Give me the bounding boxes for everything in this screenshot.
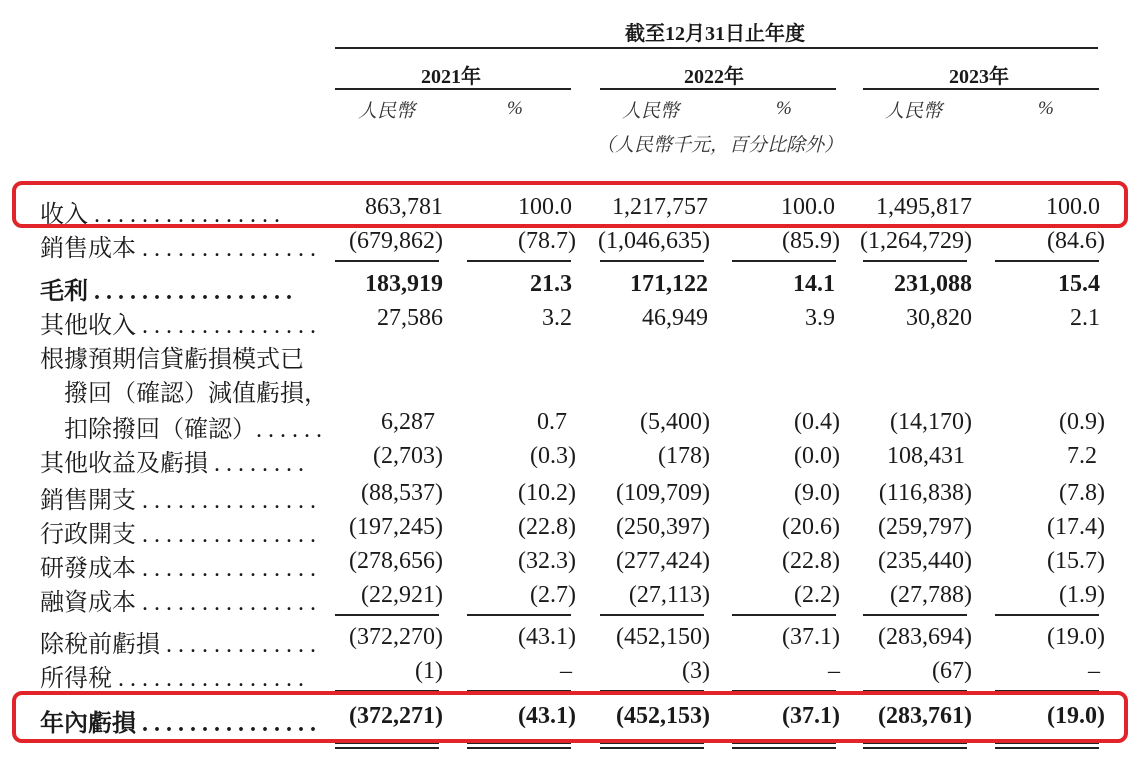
header-rule xyxy=(335,47,1098,49)
cell: (88,537) xyxy=(361,480,443,506)
subtotal-rule xyxy=(995,614,1099,616)
currency-2021: 人民幣 xyxy=(358,101,416,122)
total-rule xyxy=(732,747,836,749)
subtotal-rule xyxy=(995,260,1099,262)
row-label-ecl-2: 撥回（確認）減值虧損， xyxy=(40,381,328,407)
row-label-finance-cost: 融資成本 . . . . . . . . . . . . . . . xyxy=(40,590,316,616)
cell: 100.0 xyxy=(518,194,572,220)
row-label-rnd-cost: 研發成本 . . . . . . . . . . . . . . . xyxy=(40,556,316,582)
cell: (5,400) xyxy=(640,409,710,435)
cell: (3) xyxy=(682,658,710,684)
cell: (1) xyxy=(415,658,443,684)
percent-2022: % xyxy=(776,98,792,119)
cell: 1,495,817 xyxy=(876,194,972,220)
cell: (2,703) xyxy=(373,443,443,469)
cell: 171,122 xyxy=(630,271,708,297)
cell: (0.3) xyxy=(530,443,576,469)
cell: 108,431 xyxy=(887,443,965,469)
highlight-box-loss xyxy=(12,691,1128,743)
row-label-loss-for-year: 年內虧損 . . . . . . . . . . . . . . . xyxy=(40,711,316,737)
subtotal-rule xyxy=(600,260,704,262)
cell: (283,694) xyxy=(878,624,972,650)
cell: 27,586 xyxy=(377,305,443,331)
row-label-cost-of-sales: 銷售成本 . . . . . . . . . . . . . . . xyxy=(40,236,316,262)
row-label-income-tax: 所得稅 . . . . . . . . . . . . . . . . xyxy=(40,666,304,692)
cell: (84.6) xyxy=(1047,228,1105,254)
subtotal-rule xyxy=(732,614,836,616)
total-rule xyxy=(995,747,1099,749)
percent-2021: % xyxy=(507,98,523,119)
cell: (2.7) xyxy=(530,582,576,608)
row-label-loss-before-tax: 除稅前虧損 . . . . . . . . . . . . . xyxy=(40,632,316,658)
cell: (2.2) xyxy=(794,582,840,608)
cell: (27,788) xyxy=(890,582,972,608)
subtotal-rule xyxy=(335,260,439,262)
cell: 863,781 xyxy=(365,194,443,220)
subtotal-rule xyxy=(863,260,967,262)
cell: 15.4 xyxy=(1058,271,1100,297)
cell: (235,440) xyxy=(878,548,972,574)
cell: (178) xyxy=(658,443,710,469)
cell: (85.9) xyxy=(782,228,840,254)
cell: (372,271) xyxy=(349,703,443,729)
subtotal-rule xyxy=(600,614,704,616)
total-rule xyxy=(467,747,571,749)
cell: (14,170) xyxy=(890,409,972,435)
cell: (22.8) xyxy=(518,514,576,540)
percent-2023: % xyxy=(1038,98,1054,119)
cell: (679,862) xyxy=(349,228,443,254)
year-2022: 2022年 xyxy=(684,66,744,88)
cell: (1,264,729) xyxy=(860,228,972,254)
cell: (67) xyxy=(932,658,972,684)
cell: (277,424) xyxy=(616,548,710,574)
cell: (0.4) xyxy=(794,409,840,435)
cell: (9.0) xyxy=(794,480,840,506)
row-label-ecl-3: 扣除撥回（確認）. . . . . . xyxy=(40,417,322,443)
cell: (37.1) xyxy=(782,624,840,650)
cell: (372,270) xyxy=(349,624,443,650)
cell: 183,919 xyxy=(365,271,443,297)
cell: 100.0 xyxy=(1046,194,1100,220)
cell: (43.1) xyxy=(518,703,576,729)
row-label-other-income: 其他收入 . . . . . . . . . . . . . . . xyxy=(40,313,316,339)
cell: (452,153) xyxy=(616,703,710,729)
cell: 231,088 xyxy=(894,271,972,297)
subtotal-rule xyxy=(467,260,571,262)
total-rule xyxy=(863,747,967,749)
cell: 1,217,757 xyxy=(612,194,708,220)
cell: (250,397) xyxy=(616,514,710,540)
cell: (197,245) xyxy=(349,514,443,540)
cell: 30,820 xyxy=(906,305,972,331)
year-rule-2021 xyxy=(335,88,571,90)
cell: (37.1) xyxy=(782,703,840,729)
cell: 7.2 xyxy=(1067,443,1097,469)
cell: (32.3) xyxy=(518,548,576,574)
cell: (116,838) xyxy=(878,480,972,506)
cell: 46,949 xyxy=(642,305,708,331)
row-label-selling-exp: 銷售開支 . . . . . . . . . . . . . . . xyxy=(40,488,316,514)
cell: (10.2) xyxy=(518,480,576,506)
cell: – xyxy=(828,658,840,684)
cell: (15.7) xyxy=(1047,548,1105,574)
cell: – xyxy=(1088,658,1100,684)
row-label-revenue: 收入 . . . . . . . . . . . . . . . . xyxy=(40,202,280,228)
cell: 0.7 xyxy=(537,409,567,435)
year-rule-2023 xyxy=(863,88,1099,90)
cell: (109,709) xyxy=(616,480,710,506)
year-2023: 2023年 xyxy=(949,66,1009,88)
cell: (259,797) xyxy=(878,514,972,540)
subtotal-rule xyxy=(863,614,967,616)
cell: (19.0) xyxy=(1047,624,1105,650)
cell: 14.1 xyxy=(793,271,835,297)
total-rule xyxy=(335,747,439,749)
highlight-box-revenue xyxy=(12,181,1128,228)
currency-2023: 人民幣 xyxy=(885,101,943,122)
cell: – xyxy=(560,658,572,684)
cell: (20.6) xyxy=(782,514,840,540)
subtotal-rule xyxy=(335,614,439,616)
cell: (19.0) xyxy=(1047,703,1105,729)
cell: 6,287 xyxy=(381,409,435,435)
row-label-admin-exp: 行政開支 . . . . . . . . . . . . . . . xyxy=(40,522,316,548)
cell: (452,150) xyxy=(616,624,710,650)
cell: (22,921) xyxy=(361,582,443,608)
cell: (17.4) xyxy=(1047,514,1105,540)
total-rule xyxy=(600,747,704,749)
cell: 2.1 xyxy=(1070,305,1100,331)
cell: (43.1) xyxy=(518,624,576,650)
cell: (7.8) xyxy=(1059,480,1105,506)
cell: (22.8) xyxy=(782,548,840,574)
cell: (283,761) xyxy=(878,703,972,729)
cell: (0.0) xyxy=(794,443,840,469)
cell: 3.2 xyxy=(542,305,572,331)
unit-note: （人民幣千元，百分比除外） xyxy=(596,135,844,156)
cell: (27,113) xyxy=(628,582,710,608)
cell: 100.0 xyxy=(781,194,835,220)
year-2021: 2021年 xyxy=(421,66,481,88)
cell: (1,046,635) xyxy=(598,228,710,254)
subtotal-rule xyxy=(732,260,836,262)
cell: (78.7) xyxy=(518,228,576,254)
cell: (1.9) xyxy=(1059,582,1105,608)
cell: 21.3 xyxy=(530,271,572,297)
subtotal-rule xyxy=(467,614,571,616)
year-rule-2022 xyxy=(600,88,836,90)
row-label-ecl-1: 根據預期信貸虧損模式已 xyxy=(40,347,304,373)
cell: (278,656) xyxy=(349,548,443,574)
period-heading: 截至12月31日止年度 xyxy=(625,23,805,45)
cell: (0.9) xyxy=(1059,409,1105,435)
row-label-gross-profit: 毛利 . . . . . . . . . . . . . . . . . xyxy=(40,279,292,305)
cell: 3.9 xyxy=(805,305,835,331)
currency-2022: 人民幣 xyxy=(622,101,680,122)
row-label-other-gains: 其他收益及虧損 . . . . . . . . xyxy=(40,451,304,477)
